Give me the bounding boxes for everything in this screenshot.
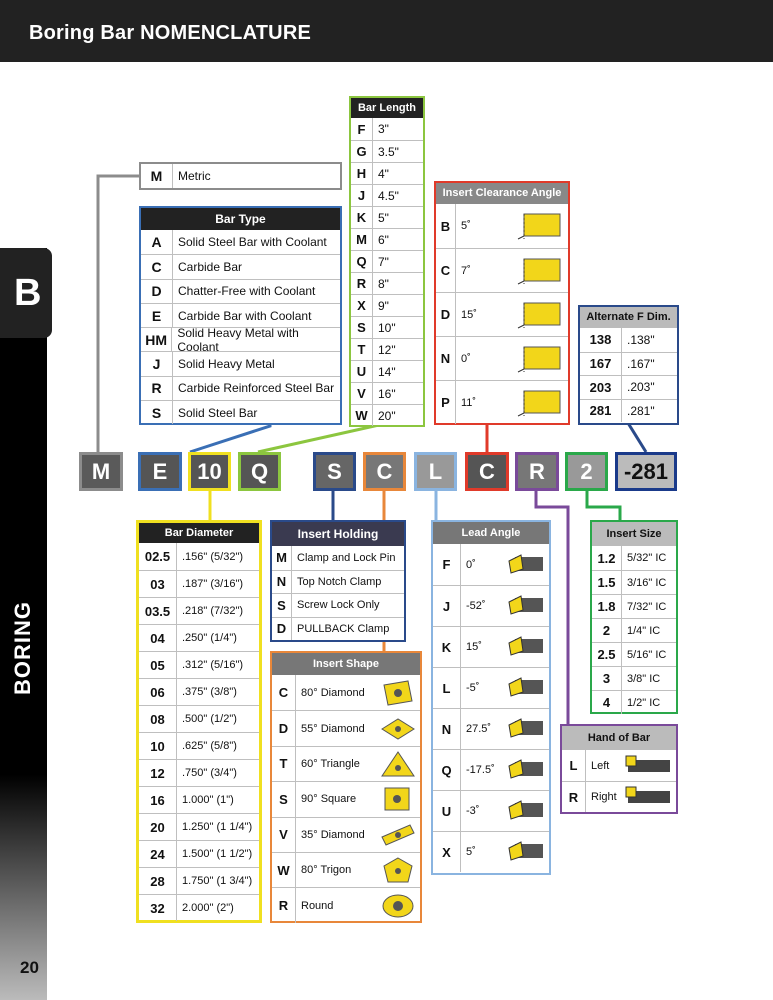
code-segment: -281 [615, 452, 677, 491]
table-row [139, 813, 259, 840]
table-row [139, 732, 259, 759]
table-row [139, 705, 259, 732]
bar-diameter-table [136, 520, 262, 923]
clearance-insert-icon [514, 300, 564, 330]
row-label: Solid Heavy Metal [178, 357, 275, 372]
row-label: 1.250" (1 1/4") [182, 821, 253, 833]
row-label: 2.000" (2") [182, 902, 234, 914]
page-number: 20 [20, 958, 39, 977]
bar-diameter-title: Bar Diameter [139, 523, 259, 543]
row-label: -17.5˚ [466, 764, 495, 776]
table-row [351, 360, 423, 382]
square-icon [380, 785, 416, 813]
row-code: V [272, 818, 296, 852]
table-row [351, 140, 423, 162]
metric-label: Metric [178, 169, 211, 183]
table-row [139, 786, 259, 813]
table-row [592, 570, 676, 594]
row-code: D [272, 711, 296, 745]
row-label: 15˚ [466, 641, 482, 653]
bar-type-title: Bar Type [141, 208, 340, 230]
row-label: 6" [378, 232, 389, 247]
table-row [436, 204, 568, 248]
table-row [272, 781, 420, 816]
bar-length-title: Bar Length [351, 98, 423, 118]
row-label: 7/32" IC [627, 600, 667, 613]
row-code: N [272, 571, 292, 594]
row-code: D [141, 280, 173, 303]
boring-bar-icon [505, 836, 545, 868]
row-label: 1.000" (1") [182, 794, 234, 806]
insert-size-table [590, 520, 678, 714]
table-row [592, 690, 676, 714]
table-row [351, 294, 423, 316]
table-row [433, 749, 549, 790]
row-label: 35° Diamond [301, 828, 365, 841]
table-row [433, 544, 549, 585]
row-code: HM [141, 328, 172, 351]
row-label: .375" (3/8") [182, 686, 237, 698]
hand-of-bar-title: Hand of Bar [562, 726, 676, 750]
table-row [141, 400, 340, 424]
row-code: J [141, 352, 173, 375]
table-row [141, 164, 340, 188]
row-code: U [351, 361, 373, 382]
clearance-insert-icon [514, 388, 564, 418]
row-label: Chatter-Free with Coolant [178, 284, 316, 299]
table-row [592, 642, 676, 666]
diamond-80-icon [380, 679, 416, 707]
table-row [351, 272, 423, 294]
section-letter: B [14, 272, 42, 314]
row-label: 4" [378, 166, 389, 181]
table-row [592, 546, 676, 570]
table-row [139, 597, 259, 624]
lead-angle-title: Lead Angle [433, 522, 549, 544]
row-label: 5/32" IC [627, 552, 667, 564]
table-row [272, 817, 420, 852]
row-code: 167 [580, 353, 622, 376]
diamond-35-icon [380, 821, 416, 849]
row-code: 2 [592, 619, 622, 642]
table-row [351, 316, 423, 338]
table-row [433, 667, 549, 708]
right-hand-bar-icon [622, 785, 672, 809]
row-code: 2.5 [592, 643, 622, 666]
row-label: 12" [378, 342, 396, 357]
bar-type-table [139, 206, 342, 425]
table-row [139, 624, 259, 651]
row-code: E [141, 304, 173, 327]
row-label: -3˚ [466, 805, 480, 817]
row-label: .167" [627, 356, 655, 371]
row-label: Carbide Bar [178, 259, 243, 274]
table-row [351, 184, 423, 206]
row-label: 20" [378, 408, 396, 423]
row-code: T [351, 339, 373, 360]
row-code: 1.5 [592, 571, 622, 594]
row-label: Carbide Bar with Coolant [178, 308, 312, 323]
row-label: 90° Square [301, 793, 357, 806]
row-code: 20 [139, 814, 177, 840]
row-label: .156" (5/32") [182, 550, 244, 563]
row-code: 203 [580, 376, 622, 399]
row-code: K [351, 207, 373, 228]
left-hand-bar-icon [622, 754, 672, 778]
boring-bar-icon [505, 590, 545, 622]
row-label: 5/16" IC [627, 648, 667, 661]
boring-bar-icon [505, 631, 545, 663]
row-code: 10 [139, 733, 177, 759]
row-code: S [351, 317, 373, 338]
row-label: 0˚ [461, 352, 471, 365]
triangle-icon [380, 750, 416, 778]
row-label: Left [591, 759, 610, 772]
row-code: 05 [139, 652, 177, 678]
row-code: J [351, 185, 373, 206]
row-code: 1.2 [592, 546, 622, 570]
table-row [580, 375, 677, 399]
table-row [272, 593, 404, 617]
row-code: 138 [580, 328, 622, 352]
clearance-angle-title: Insert Clearance Angle [436, 183, 568, 204]
table-row [580, 328, 677, 352]
row-code: N [436, 337, 456, 380]
row-label: .218" (7/32") [182, 605, 244, 617]
table-row [562, 750, 676, 781]
table-row [351, 250, 423, 272]
table-row [351, 404, 423, 426]
row-code: 03.5 [139, 598, 177, 624]
table-row [433, 831, 549, 872]
table-row [141, 325, 340, 354]
row-code: M [351, 229, 373, 250]
row-label: 55° Diamond [301, 722, 365, 735]
row-label: 80° Diamond [301, 686, 365, 699]
row-code: U [433, 791, 461, 831]
insert-shape-title: Insert Shape [272, 653, 420, 675]
row-code: 08 [139, 706, 177, 732]
row-code: A [141, 230, 173, 254]
boring-bar-icon [505, 754, 545, 786]
row-code: R [562, 782, 586, 812]
code-segment: L [414, 452, 457, 491]
table-row [272, 570, 404, 594]
row-label: .500" (1/2") [182, 713, 237, 725]
row-label: 7˚ [461, 264, 471, 277]
lead-angle-table [431, 520, 551, 875]
row-code: X [351, 295, 373, 316]
code-segment: R [515, 452, 559, 491]
table-row [351, 228, 423, 250]
trigon-icon [380, 856, 416, 884]
clearance-insert-icon [514, 211, 564, 241]
row-label: Solid Steel Bar [178, 405, 258, 420]
table-row [436, 292, 568, 336]
row-code: W [351, 405, 373, 426]
table-row [139, 867, 259, 894]
insert-holding-table [270, 520, 406, 642]
metric-code: M [141, 164, 173, 188]
table-row [141, 254, 340, 278]
table-row [592, 666, 676, 690]
row-label: Screw Lock Only [297, 599, 380, 612]
bar-length-table [349, 96, 425, 427]
row-code: L [562, 750, 586, 781]
row-code: Q [351, 251, 373, 272]
table-row [433, 585, 549, 626]
row-code: C [141, 255, 173, 278]
metric-box [139, 162, 342, 190]
section-label: BORING [10, 601, 35, 695]
row-code: L [433, 668, 461, 708]
insert-size-title: Insert Size [592, 522, 676, 546]
row-code: F [433, 544, 461, 585]
row-code: Q [433, 750, 461, 790]
clearance-angle-table [434, 181, 570, 425]
table-row [592, 594, 676, 618]
row-code: T [272, 747, 296, 781]
row-label: PULLBACK Clamp [297, 622, 390, 635]
round-insert-icon [380, 892, 416, 920]
row-code: V [351, 383, 373, 404]
row-code: R [351, 273, 373, 294]
row-label: 11˚ [461, 396, 477, 409]
row-label: .187" (3/16") [182, 578, 244, 590]
row-code: 16 [139, 787, 177, 813]
row-label: 1/4" IC [627, 624, 661, 637]
clearance-insert-icon [514, 344, 564, 374]
row-label: Round [301, 899, 334, 912]
row-code: 02.5 [139, 543, 177, 570]
row-label: 4.5" [378, 188, 399, 203]
row-code: 28 [139, 868, 177, 894]
row-code: X [433, 832, 461, 872]
table-row [351, 162, 423, 184]
row-code: G [351, 141, 373, 162]
row-label: 3/16" IC [627, 576, 667, 589]
boring-bar-icon [505, 713, 545, 745]
code-segment: E [138, 452, 182, 491]
table-row [139, 570, 259, 597]
alternate-f-title: Alternate F Dim. [580, 307, 677, 328]
row-label: Top Notch Clamp [297, 575, 382, 588]
row-code: P [436, 381, 456, 424]
row-label: .312" (5/16") [182, 659, 244, 671]
table-row [351, 118, 423, 140]
table-row [272, 546, 404, 570]
row-code: C [272, 675, 296, 710]
table-row [141, 230, 340, 254]
row-label: 3/8" IC [627, 672, 661, 685]
row-code: N [433, 709, 461, 749]
row-label: .203" [627, 380, 655, 395]
table-row [272, 887, 420, 922]
row-label: 5" [378, 210, 389, 225]
row-label: .750" (3/4") [182, 767, 237, 779]
row-label: Clamp and Lock Pin [297, 551, 396, 564]
row-label: 1.750" (1 3/4") [182, 875, 253, 887]
boring-bar-icon [505, 795, 545, 827]
row-label: .138" [627, 332, 655, 347]
row-code: 4 [592, 691, 622, 714]
row-code: 12 [139, 760, 177, 786]
row-label: Solid Heavy Metal with Coolant [177, 325, 299, 354]
hand-of-bar-table [560, 724, 678, 814]
code-segment: 2 [565, 452, 608, 491]
row-label: -5˚ [466, 682, 480, 694]
table-row [351, 206, 423, 228]
row-code: K [433, 627, 461, 667]
row-label: 16" [378, 386, 396, 401]
table-row [272, 852, 420, 887]
table-row [436, 380, 568, 424]
row-label: 9" [378, 298, 389, 313]
row-code: R [141, 377, 173, 400]
row-code: 04 [139, 625, 177, 651]
table-row [139, 840, 259, 867]
row-label: 60° Triangle [301, 757, 360, 770]
insert-holding-title: Insert Holding [272, 522, 404, 546]
row-code: 24 [139, 841, 177, 867]
row-code: F [351, 118, 373, 140]
row-code: 281 [580, 400, 622, 423]
alternate-f-table [578, 305, 679, 425]
code-segment: Q [238, 452, 281, 491]
row-code: J [433, 586, 461, 626]
row-code: 06 [139, 679, 177, 705]
table-row [592, 618, 676, 642]
row-code: B [436, 204, 456, 248]
row-label: 5˚ [466, 846, 476, 858]
row-code: S [141, 401, 173, 424]
table-row [141, 279, 340, 303]
code-segment: M [79, 452, 123, 491]
row-label: 1/2" IC [627, 696, 661, 709]
row-code: S [272, 782, 296, 816]
row-label: 3.5" [378, 144, 399, 159]
code-segment: S [313, 452, 356, 491]
row-code: D [436, 293, 456, 336]
table-row [433, 790, 549, 831]
code-segment: 10 [188, 452, 231, 491]
row-code: S [272, 594, 292, 617]
clearance-insert-icon [514, 256, 564, 286]
row-label: 3" [378, 122, 389, 136]
table-row [141, 303, 340, 327]
table-row [433, 626, 549, 667]
table-row [272, 710, 420, 745]
table-row [139, 678, 259, 705]
row-label: -52˚ [466, 600, 486, 612]
row-label: .281" [627, 403, 655, 418]
row-label: Right [591, 791, 617, 803]
boring-bar-icon [505, 672, 545, 704]
code-segment: C [363, 452, 406, 491]
table-row [433, 708, 549, 749]
insert-shape-table [270, 651, 422, 923]
table-row [580, 399, 677, 423]
row-code: W [272, 853, 296, 887]
row-label: 7" [378, 254, 389, 269]
row-code: 1.8 [592, 595, 622, 618]
table-row [272, 617, 404, 641]
row-label: 14" [378, 364, 396, 379]
table-row [562, 781, 676, 812]
row-label: 15˚ [461, 308, 477, 321]
table-row [139, 651, 259, 678]
table-row [139, 894, 259, 921]
table-row [272, 675, 420, 710]
row-code: 3 [592, 667, 622, 690]
row-label: .625" (5/8") [182, 740, 237, 752]
table-row [141, 376, 340, 400]
table-row [436, 248, 568, 292]
row-code: R [272, 888, 296, 922]
row-code: C [436, 249, 456, 292]
diamond-55-icon [380, 715, 416, 743]
row-code: 32 [139, 895, 177, 921]
row-code: D [272, 618, 292, 641]
table-row [139, 543, 259, 570]
row-label: Carbide Reinforced Steel Bar [178, 381, 335, 396]
row-code: M [272, 546, 292, 570]
row-label: 5˚ [461, 220, 471, 232]
row-label: 8" [378, 276, 389, 291]
row-code: 03 [139, 571, 177, 597]
row-label: 1.500" (1 1/2") [182, 848, 253, 860]
row-label: 27.5˚ [466, 723, 492, 735]
table-row [141, 351, 340, 375]
table-row [351, 338, 423, 360]
row-label: 80° Trigon [301, 864, 352, 877]
row-label: 10" [378, 320, 396, 335]
row-label: Solid Steel Bar with Coolant [178, 235, 327, 250]
table-row [351, 382, 423, 404]
table-row [139, 759, 259, 786]
code-segment: C [465, 452, 509, 491]
page-title: Boring Bar NOMENCLATURE [29, 22, 312, 44]
row-code: H [351, 163, 373, 184]
table-row [580, 352, 677, 376]
row-label: 0˚ [466, 558, 476, 571]
table-row [272, 746, 420, 781]
boring-bar-icon [505, 549, 545, 581]
row-label: .250" (1/4") [182, 632, 237, 644]
table-row [436, 336, 568, 380]
